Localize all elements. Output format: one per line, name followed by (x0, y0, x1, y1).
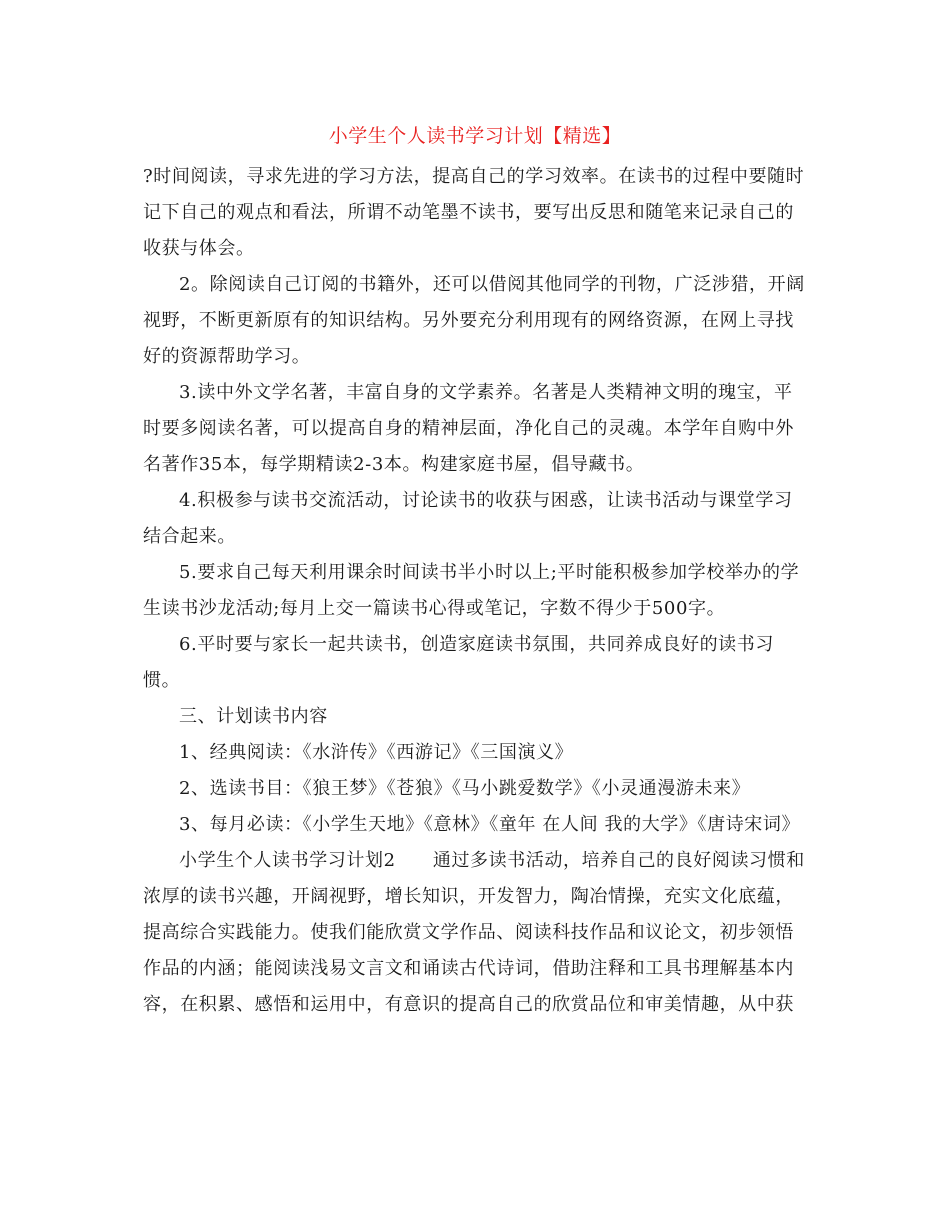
reading-list-item-2: 2、选读书目：《狼王梦》《苍狼》《马小跳爱数学》《小灵通漫游未来》 (179, 778, 751, 799)
paragraph-5: 5.要求自己每天利用课余时间读书半小时以上;平时能积极参加学校举办的学生读书沙龙活动;每月上交一篇读书心得或笔记，字数不得少于500字。 (143, 562, 800, 619)
section-heading: 三、计划读书内容 (179, 706, 328, 727)
paragraph-1: ?时间阅读，寻求先进的学习方法，提高自己的学习效率。在读书的过程中要随时记下自己的观点和看法，所谓不动笔墨不读书，要写出反思和随笔来记录自己的收获与体会。 (143, 166, 805, 259)
paragraph-3: 3.读中外文学名著，丰富自身的文学素养。名著是人类精神文明的瑰宝，平时要多阅读名著，可以提高自身的精神层面，净化自己的灵魂。本学年自购中外名著作35本，每学期精读2-3本。构建家庭书屋，倡导藏书。 (143, 382, 794, 475)
reading-list-item-3: 3、每月必读：《小学生天地》《意林》《童年 在人间 我的大学》《唐诗宋词》 (179, 814, 801, 835)
document-title: 小学生个人读书学习计划【精选】 (328, 125, 622, 147)
paragraph-6: 6.平时要与家长一起共读书，创造家庭读书氛围，共同养成良好的读书习惯。 (143, 634, 774, 691)
reading-list-item-1: 1、经典阅读：《水浒传》《西游记》《三国演义》 (179, 742, 574, 763)
document-body (143, 159, 811, 1023)
paragraph-2: 2。除阅读自己订阅的书籍外，还可以借阅其他同学的刊物，广泛涉猎，开阔视野，不断更新原有的知识结构。另外要充分利用现有的网络资源，在网上寻找好的资源帮助学习。 (143, 274, 805, 367)
paragraph-4: 4.积极参与读书交流活动，讨论读书的收获与困惑，让读书活动与课堂学习结合起来。 (143, 490, 793, 547)
paragraph-plan-2: 小学生个人读书学习计划2 通过多读书活动，培养自己的良好阅读习惯和浓厚的读书兴趣，开阔视野，增长知识，开发智力，陶冶情操，充实文化底蕴，提高综合实践能力。使我们能欣赏文学作品、阅读科技作品和议论文，初步领悟作品的内涵；能阅读浅易文言文和诵读古代诗词，借助注释和工具书理解基本内容，在积累、感悟和运用中，有意识的提高自己的欣赏品位和审美情趣，从中获 (143, 850, 805, 1015)
